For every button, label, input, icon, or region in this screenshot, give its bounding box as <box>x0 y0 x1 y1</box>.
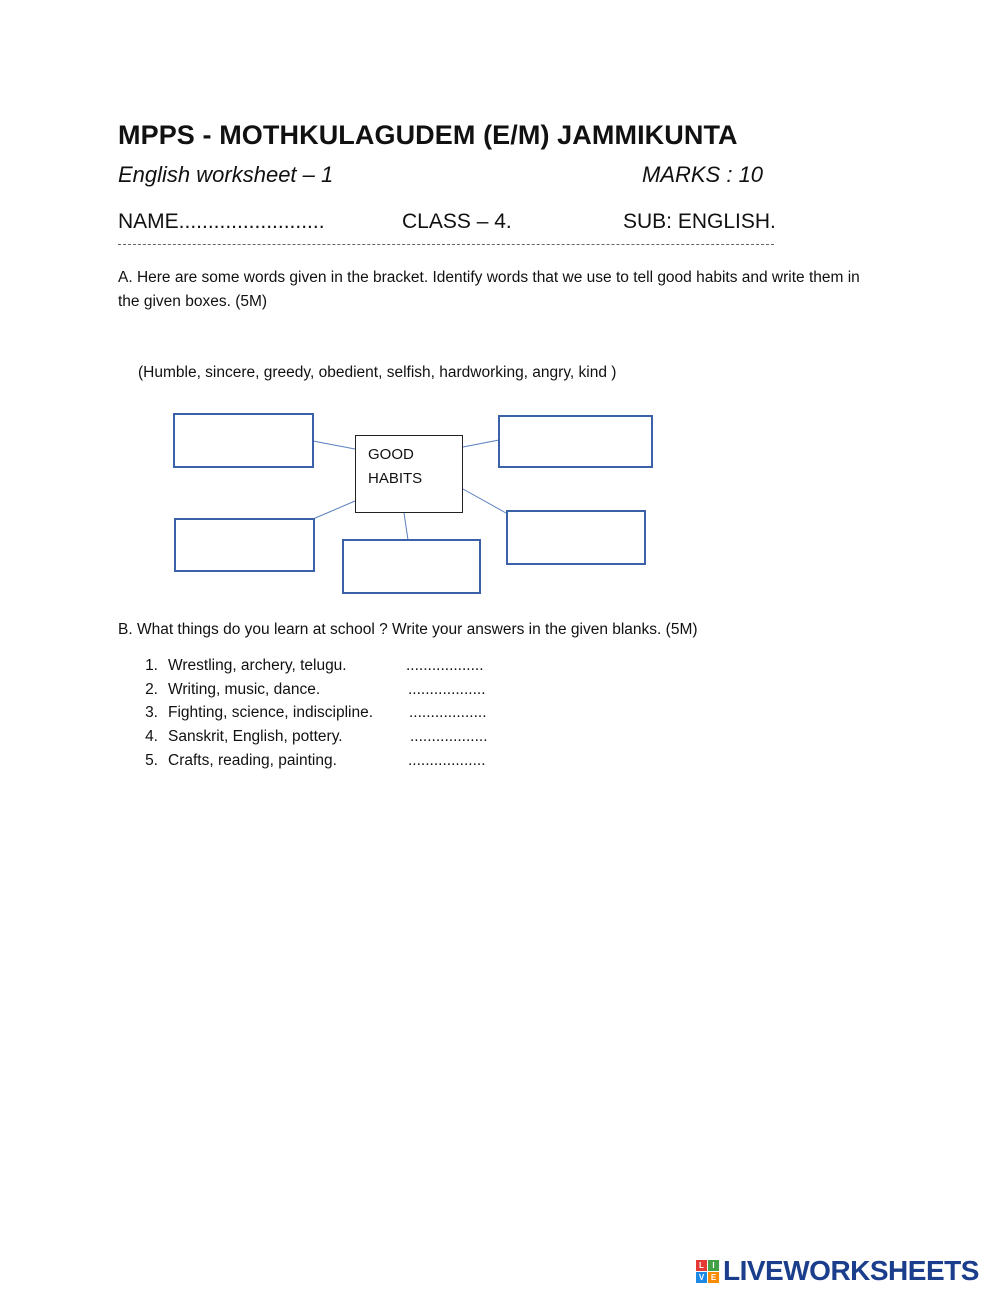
answer-box-top-left[interactable] <box>173 413 314 468</box>
logo-icon <box>696 1260 719 1283</box>
answer-blank[interactable]: .................. <box>408 681 486 698</box>
item-number: 5. <box>145 752 158 769</box>
answer-box-bottom-left[interactable] <box>174 518 315 572</box>
worksheet-title: English worksheet – 1 <box>118 162 334 187</box>
connector-bottom-right <box>463 489 506 513</box>
connector-bottom-left <box>313 501 355 519</box>
item-text: Wrestling, archery, telugu. <box>168 657 347 674</box>
item-number: 2. <box>145 681 158 698</box>
answer-blank[interactable]: .................. <box>406 657 484 674</box>
logo-letter-i: I <box>708 1260 719 1271</box>
question-b-text: B. What things do you learn at school ? Write your answers in the given blanks. (5M) <box>118 621 698 638</box>
school-title: MPPS - MOTHKULAGUDEM (E/M) JAMMIKUNTA <box>118 120 738 150</box>
logo-letter-e: E <box>708 1272 719 1283</box>
item-number: 3. <box>145 704 158 721</box>
item-text: Writing, music, dance. <box>168 681 321 698</box>
center-label-line2: HABITS <box>368 470 423 487</box>
item-text: Fighting, science, indiscipline. <box>168 704 374 721</box>
logo-text: LIVEWORKSHEETS <box>723 1255 979 1286</box>
answer-box-top-right[interactable] <box>498 415 653 468</box>
logo-letter-l: L <box>696 1260 707 1271</box>
item-number: 4. <box>145 728 158 745</box>
center-label-line1: GOOD <box>368 446 414 463</box>
word-bank: (Humble, sincere, greedy, obedient, selfish, hardworking, angry, kind ) <box>138 364 617 381</box>
answer-blank[interactable]: .................. <box>408 752 486 769</box>
answer-blank[interactable]: .................. <box>409 704 487 721</box>
question-a-text: A. Here are some words given in the bracket. Identify words that we use to tell good habits and write them in the given boxes. (5M) <box>118 269 860 310</box>
item-text: Crafts, reading, painting. <box>168 752 337 769</box>
answer-box-bottom-right[interactable] <box>506 510 646 565</box>
dashed-divider <box>118 244 774 245</box>
answer-blank[interactable]: .................. <box>410 728 488 745</box>
connector-top-left <box>313 441 355 449</box>
answer-box-bottom-center[interactable] <box>342 539 481 594</box>
item-number: 1. <box>145 657 158 674</box>
logo-letter-v: V <box>696 1272 707 1283</box>
connector-top-right <box>463 440 499 447</box>
item-text: Sanskrit, English, pottery. <box>168 728 343 745</box>
class-label: CLASS – 4. <box>402 210 512 233</box>
name-field-label: NAME......................... <box>118 210 325 233</box>
subject-label: SUB: ENGLISH. <box>623 210 776 233</box>
marks-label: MARKS : 10 <box>642 162 764 187</box>
connector-bottom-center <box>404 513 408 540</box>
liveworksheets-logo <box>696 1255 979 1287</box>
good-habits-center-box <box>355 435 463 513</box>
